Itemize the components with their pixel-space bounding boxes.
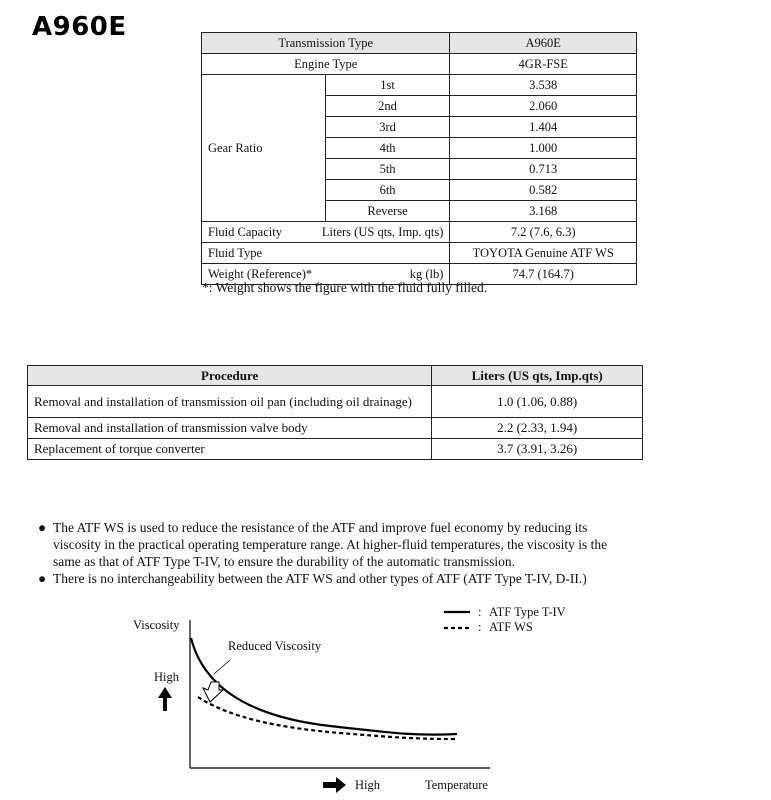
- procedure-cell: Replacement of torque converter: [28, 439, 432, 460]
- gear-name: 6th: [325, 180, 450, 201]
- fluid-type-label: Fluid Type: [202, 243, 450, 264]
- gear-name: 3rd: [325, 117, 450, 138]
- legend-separator: :: [478, 620, 482, 634]
- transmission-type-value: A960E: [450, 33, 637, 54]
- table-row: [28, 439, 643, 460]
- gear-name: 1st: [325, 75, 450, 96]
- fluid-type-value: TOYOTA Genuine ATF WS: [450, 243, 637, 264]
- specification-table: [201, 32, 637, 285]
- procedure-cell: Removal and installation of transmission oil pan (including oil drainage): [28, 386, 432, 418]
- liters-header: Liters (US qts, Imp.qts): [432, 366, 643, 386]
- annotation-label: Reduced Viscosity: [228, 639, 322, 653]
- annotation-leader: [214, 660, 230, 674]
- gear-name: 4th: [325, 138, 450, 159]
- x-high-label: High: [355, 778, 380, 792]
- y-high-label: High: [154, 670, 179, 684]
- procedure-header: Procedure: [28, 366, 432, 386]
- legend-label-t-iv: ATF Type T-IV: [489, 605, 566, 619]
- gear-ratio-label: Gear Ratio: [202, 75, 326, 222]
- arrow-right-icon: [323, 777, 346, 793]
- table-header-row: [28, 366, 643, 386]
- table-row: [202, 243, 637, 264]
- table-row: [202, 54, 637, 75]
- bullet-text: There is no interchangeability between the ATF WS and other types of ATF (ATF Type T-IV, D-II.): [53, 571, 587, 586]
- gear-ratio-value: 1.000: [450, 138, 637, 159]
- liters-cell: 2.2 (2.33, 1.94): [432, 418, 643, 439]
- table-row: [28, 386, 643, 418]
- gear-ratio-value: 1.404: [450, 117, 637, 138]
- bullet-item: [38, 519, 628, 570]
- legend-label-ws: ATF WS: [489, 620, 533, 634]
- table-row: [202, 75, 637, 96]
- bullet-text: The ATF WS is used to reduce the resistance of the ATF and improve fuel economy by reducing its viscosity in the practical operating temperature range. At higher-fluid temperatures, the viscosity is the same as that of ATF Type T-IV, to ensure the durability of the automatic transmission.: [53, 520, 608, 569]
- legend-separator: :: [478, 605, 482, 619]
- transmission-type-label: Transmission Type: [202, 33, 450, 54]
- fluid-capacity-label: Fluid Capacity: [208, 224, 282, 239]
- footnote: *: Weight shows the figure with the fluid fully filled.: [202, 280, 488, 295]
- fluid-capacity-unit: Liters (US qts, Imp. qts): [321, 224, 444, 239]
- gear-ratio-value: 2.060: [450, 96, 637, 117]
- fluid-capacity-value: 7.2 (7.6, 6.3): [450, 222, 637, 243]
- procedure-cell: Removal and installation of transmission valve body: [28, 418, 432, 439]
- weight-unit: kg (lb): [409, 266, 444, 281]
- engine-type-value: 4GR-FSE: [450, 54, 637, 75]
- gear-ratio-value: 3.168: [450, 201, 637, 222]
- liters-cell: 1.0 (1.06, 0.88): [432, 386, 643, 418]
- table-row: [202, 222, 637, 243]
- arrow-up-icon: [158, 687, 172, 711]
- liters-cell: 3.7 (3.91, 3.26): [432, 439, 643, 460]
- gear-ratio-value: 0.713: [450, 159, 637, 180]
- atf-ws-curve: [198, 697, 457, 739]
- engine-type-label: Engine Type: [202, 54, 450, 75]
- bullet-icon: ●: [38, 571, 47, 586]
- gear-name: 2nd: [325, 96, 450, 117]
- page-title: A960E: [32, 12, 127, 42]
- weight-value: 74.7 (164.7): [450, 264, 637, 285]
- bullet-item: [38, 570, 628, 587]
- gear-name: Reverse: [325, 201, 450, 222]
- x-axis-label: Temperature: [425, 778, 488, 792]
- viscosity-chart: [0, 598, 600, 800]
- table-row: [202, 33, 637, 54]
- bullet-list: [38, 519, 628, 587]
- y-axis-label: Viscosity: [133, 618, 180, 632]
- table-row: [28, 418, 643, 439]
- procedure-table: [27, 365, 643, 460]
- gear-name: 5th: [325, 159, 450, 180]
- bullet-icon: ●: [38, 520, 47, 535]
- weight-label: Weight (Reference)*: [208, 266, 313, 281]
- gear-ratio-value: 0.582: [450, 180, 637, 201]
- fluid-capacity-cell: [202, 222, 450, 243]
- gear-ratio-value: 3.538: [450, 75, 637, 96]
